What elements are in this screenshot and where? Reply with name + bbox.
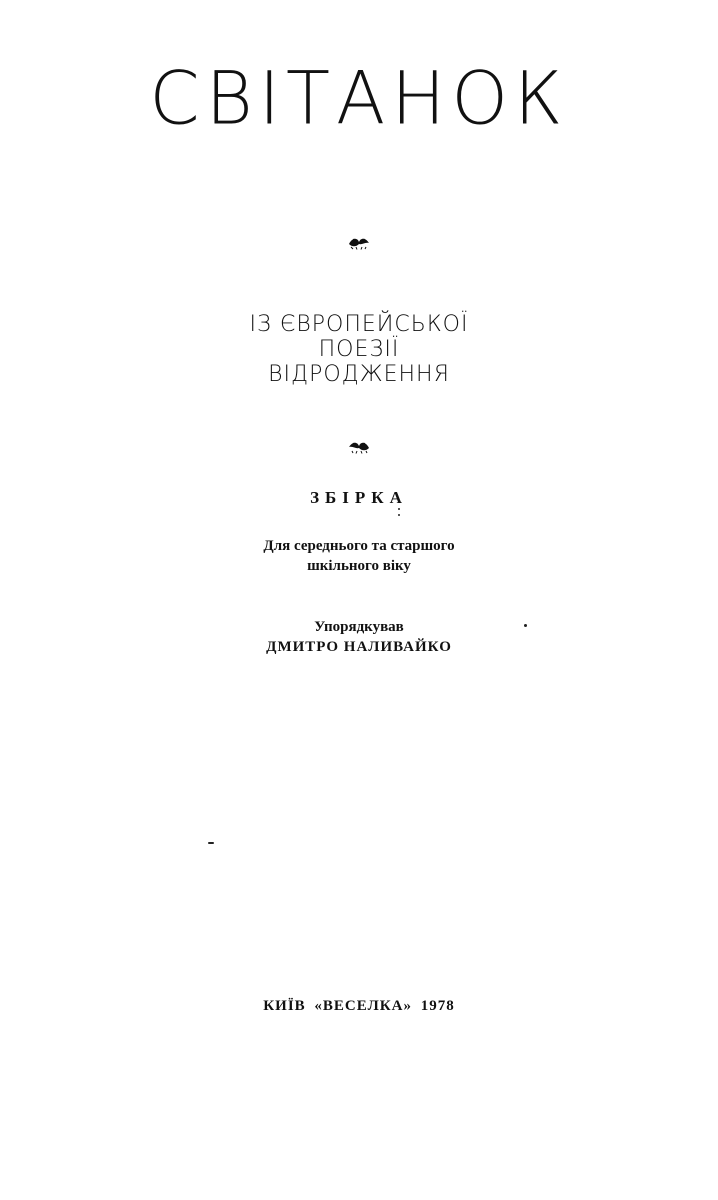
leaf-ornament-icon [348, 440, 370, 454]
print-speck [524, 624, 527, 627]
audience-line-2: шкільного віку [307, 558, 411, 574]
subtitle-line-2: ПОЕЗІЇ [318, 337, 400, 362]
book-title: СВІТАНОК [149, 55, 569, 141]
ornament-top [0, 236, 718, 255]
print-speck [398, 508, 400, 510]
subtitle [0, 312, 718, 387]
print-speck [398, 514, 400, 516]
genre-label: ЗБІРКА [310, 488, 408, 507]
compiler-label: Упорядкував [314, 619, 404, 635]
print-speck [208, 842, 214, 844]
audience-line-1: Для середнього та старшого [263, 538, 455, 554]
compiler-block [0, 617, 718, 657]
leaf-ornament-icon [348, 236, 370, 250]
audience-note [0, 536, 718, 576]
compiler-name: ДМИТРО НАЛИВАЙКО [266, 639, 452, 655]
publisher-imprint: КИЇВ «ВЕСЕЛКА» 1978 [263, 998, 455, 1014]
subtitle-line-3: ВІДРОДЖЕННЯ [268, 362, 450, 387]
ornament-middle [0, 440, 718, 459]
subtitle-line-1: ІЗ ЄВРОПЕЙСЬКОЇ [249, 312, 469, 337]
